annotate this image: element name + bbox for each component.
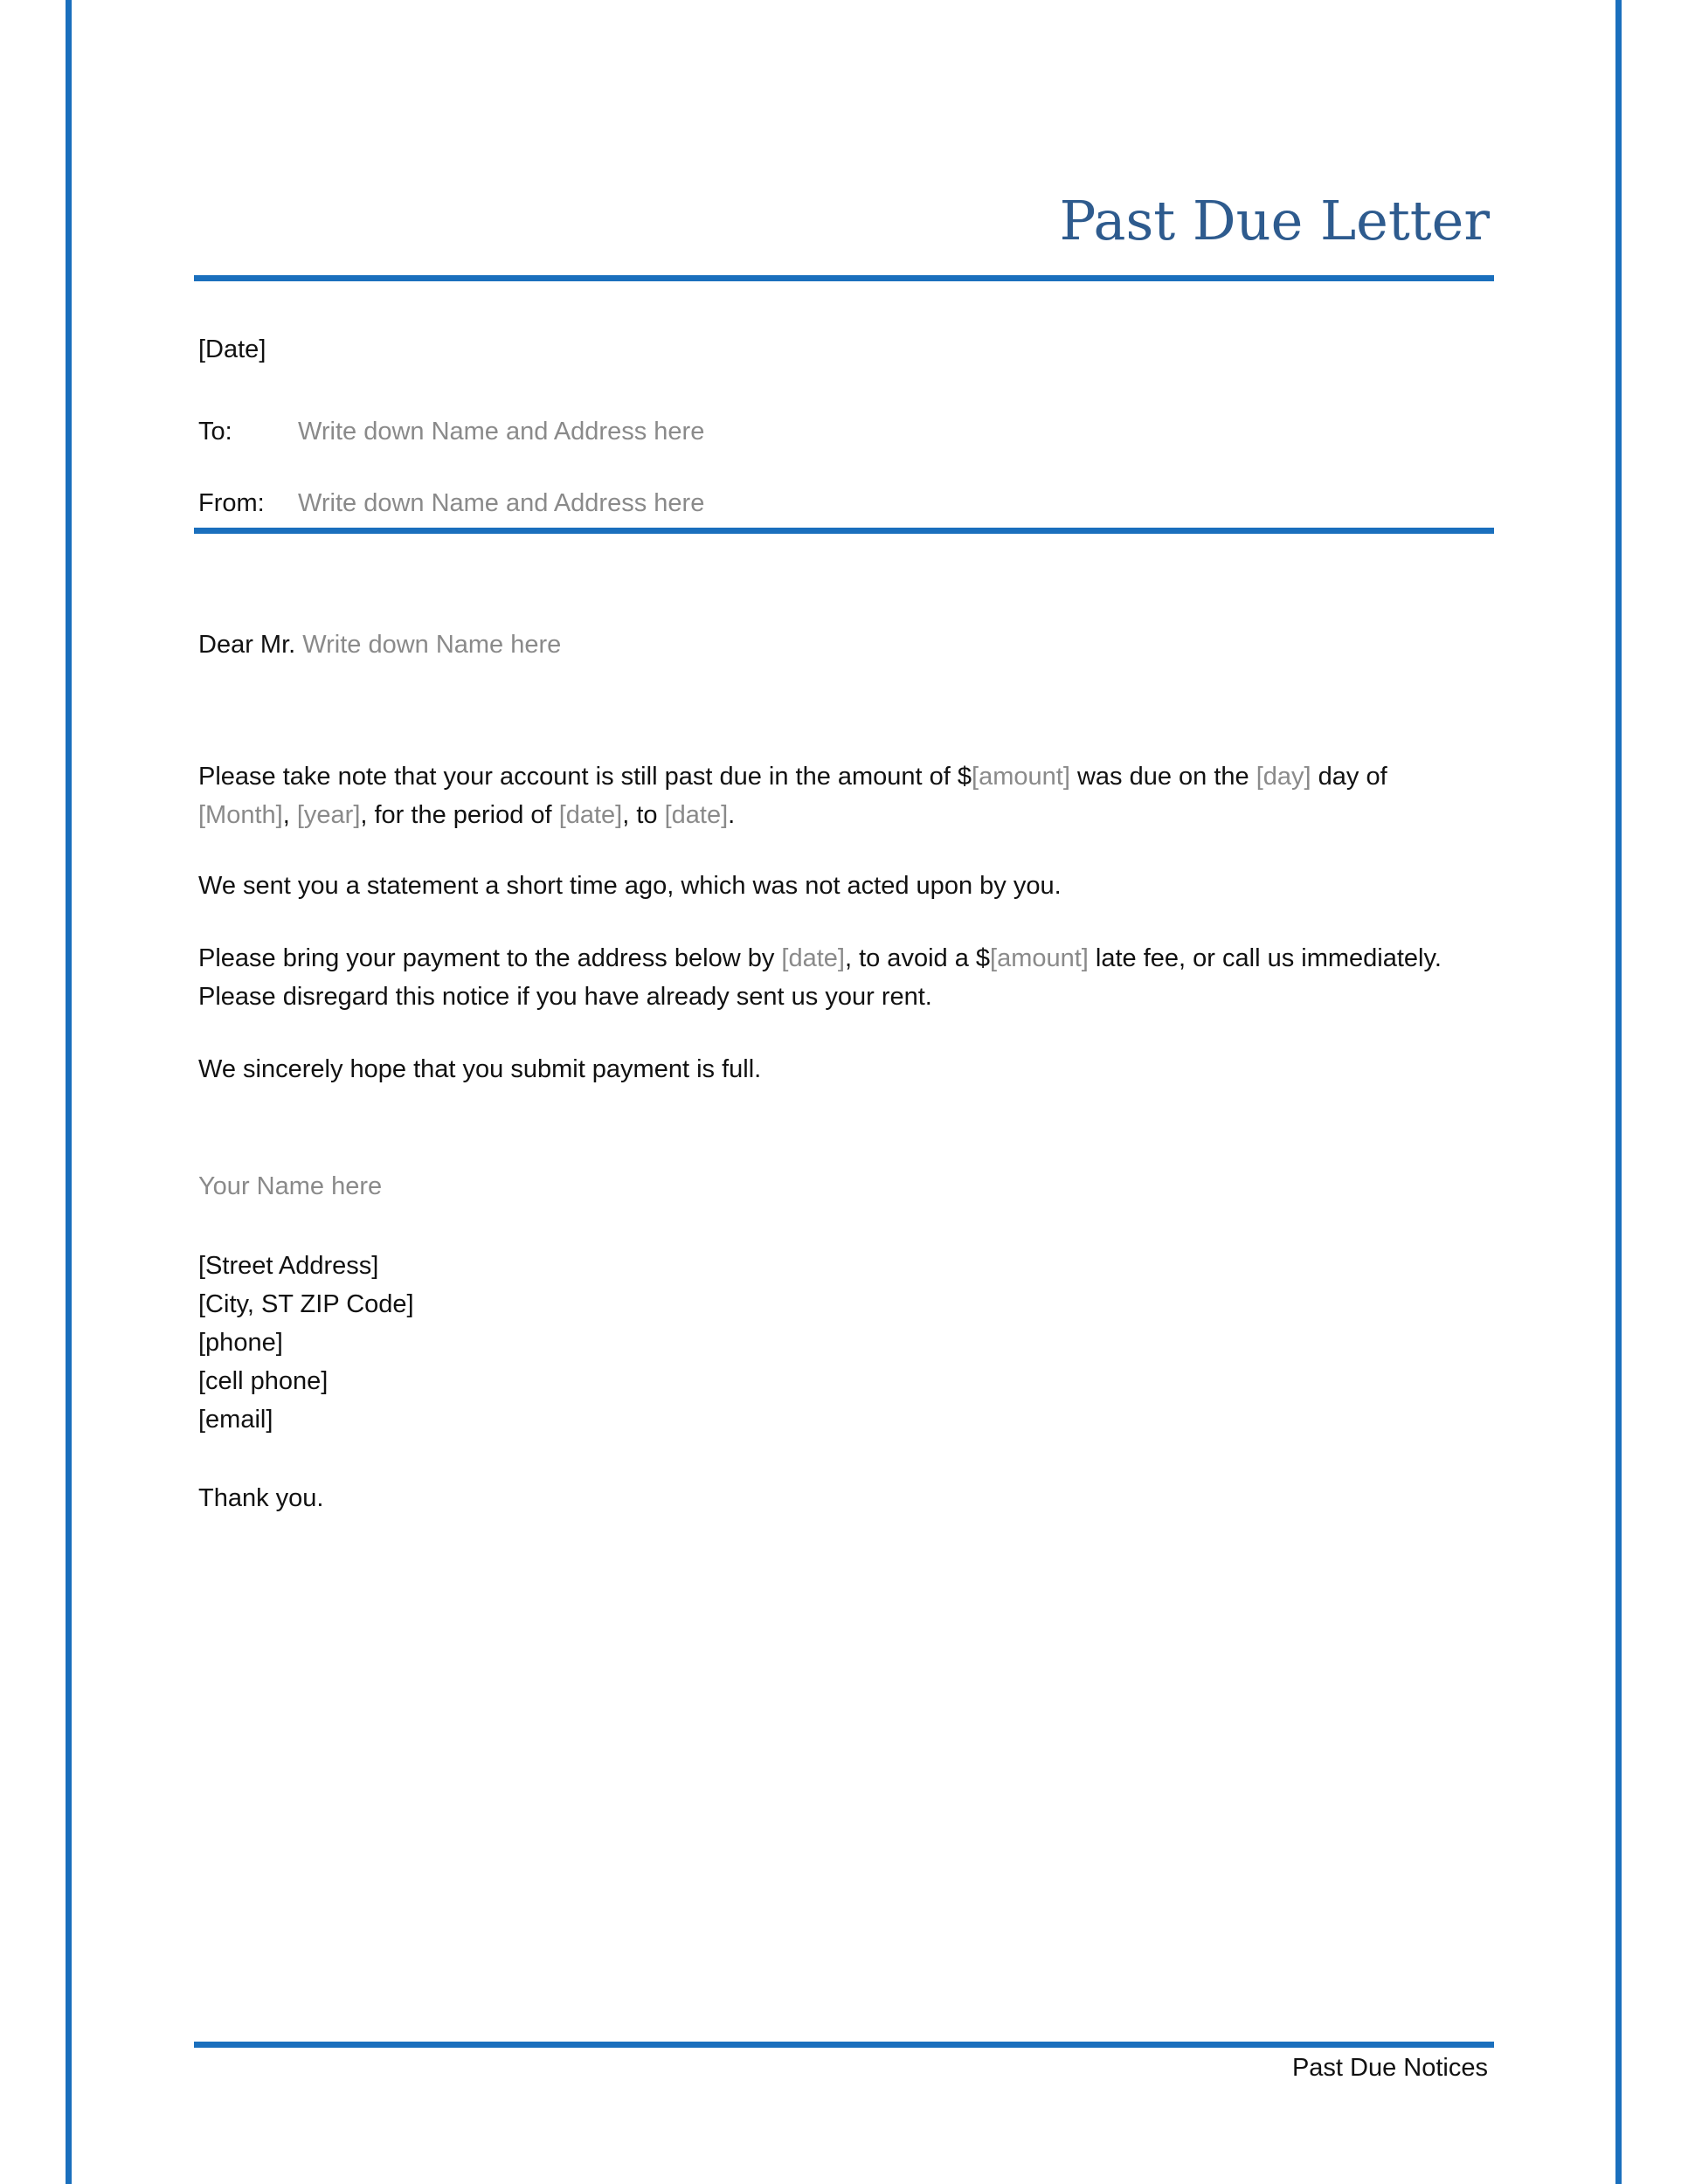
paragraph-closing-hope: We sincerely hope that you submit payment is full. — [198, 1055, 762, 1083]
to-label: To: — [198, 418, 232, 446]
amount-field[interactable]: [amount] — [972, 763, 1070, 791]
letter-title: Past Due Letter — [1059, 189, 1490, 252]
greeting — [198, 625, 561, 664]
email-field: [email] — [198, 1406, 273, 1434]
p3-text-1: Please bring your payment to the address below by — [198, 944, 782, 972]
date-field: [Date] — [198, 335, 266, 363]
to-address-field[interactable]: Write down Name and Address here — [298, 418, 705, 446]
payment-date-field[interactable]: [date] — [781, 944, 845, 972]
p3-text-3: late fee, or call us immediately. Please disregard this notice if you have already sent us your rent. — [198, 944, 1442, 1011]
p1-text-7: . — [728, 801, 736, 829]
period-end-field[interactable]: [date] — [664, 801, 729, 829]
late-fee-amount-field[interactable]: [amount] — [990, 944, 1089, 972]
p1-text-3: day of — [1311, 763, 1387, 791]
greeting-prefix: Dear Mr. — [198, 631, 303, 659]
paragraph-payment-request — [198, 939, 1483, 1016]
signature-name-field[interactable]: Your Name here — [198, 1172, 383, 1200]
sender-address-block — [198, 1247, 414, 1439]
from-label: From: — [198, 489, 265, 517]
p1-text-4: , — [282, 801, 297, 829]
title-divider — [194, 275, 1494, 281]
greeting-name-field[interactable]: Write down Name here — [302, 631, 562, 659]
cell-phone-field: [cell phone] — [198, 1367, 329, 1395]
period-start-field[interactable]: [date] — [558, 801, 623, 829]
p3-text-2: , to avoid a $ — [844, 944, 991, 972]
closing-thanks: Thank you. — [198, 1484, 324, 1512]
street-address-field: [Street Address] — [198, 1252, 379, 1280]
year-field[interactable]: [year] — [296, 801, 361, 829]
p1-text-2: was due on the — [1069, 763, 1256, 791]
paragraph-statement: We sent you a statement a short time ago, which was not acted upon by you. — [198, 872, 1062, 900]
footer-divider — [194, 2042, 1494, 2048]
paragraph-amount-due — [198, 757, 1483, 834]
footer-label: Past Due Notices — [1291, 2054, 1488, 2082]
header-divider — [194, 528, 1494, 534]
day-field[interactable]: [day] — [1256, 763, 1311, 791]
page-border-right — [1615, 0, 1622, 2184]
month-field[interactable]: [Month] — [198, 801, 283, 829]
p1-text-6: , to — [622, 801, 665, 829]
p1-text-1: Please take note that your account is still past due in the amount of $ — [198, 763, 972, 791]
city-zip-field: [City, ST ZIP Code] — [198, 1290, 414, 1318]
phone-field: [phone] — [198, 1329, 283, 1357]
p1-text-5: , for the period of — [360, 801, 559, 829]
page-border-left — [66, 0, 72, 2184]
from-address-field[interactable]: Write down Name and Address here — [298, 489, 705, 517]
